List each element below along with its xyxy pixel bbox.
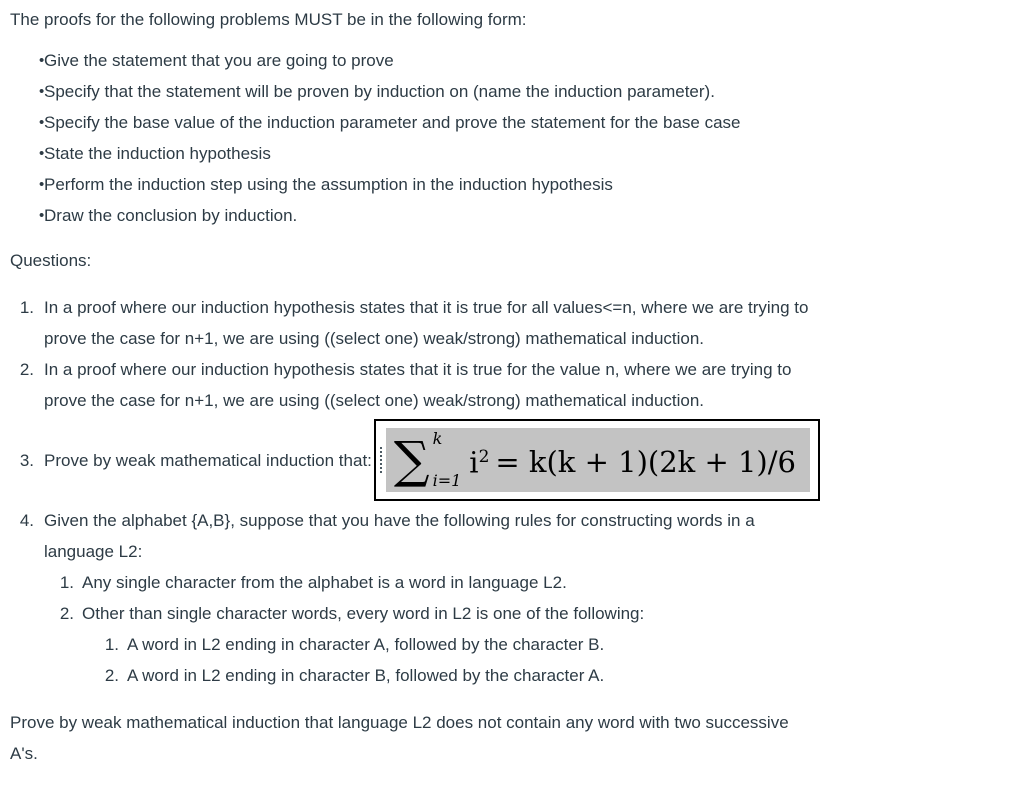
closing-line: A's. xyxy=(10,744,38,763)
rule-cases-list xyxy=(82,629,644,691)
question-text xyxy=(44,505,970,691)
language-rules-list xyxy=(44,567,970,691)
question-text xyxy=(44,354,970,416)
case-text: A word in L2 ending in character A, followed by the character B. xyxy=(127,635,605,654)
step-text: State the induction hypothesis xyxy=(44,144,271,163)
equation-fill xyxy=(386,428,810,492)
list-item xyxy=(10,76,1014,107)
bullet-icon: • xyxy=(39,83,45,100)
rule-number: 1. xyxy=(59,573,74,592)
step-text: Give the statement that you are going to prove xyxy=(44,51,394,70)
list-item xyxy=(10,45,1014,76)
question-number: 4. xyxy=(19,511,34,530)
question-number: 1. xyxy=(19,298,34,317)
question-item-4 xyxy=(10,505,970,691)
bullet-icon: • xyxy=(39,145,45,162)
rule-text-line: Other than single character words, every word in L2 is one of the following: xyxy=(82,604,645,623)
question-item-3 xyxy=(10,419,970,501)
question-text-line: prove the case for n+1, we are using ((select one) weak/strong) mathematical induction. xyxy=(44,391,705,410)
bullet-icon: • xyxy=(39,176,45,193)
question-text-line: In a proof where our induction hypothesis states that it is true for the value n, where we are trying to xyxy=(44,360,792,379)
bullet-icon: • xyxy=(39,207,45,224)
question-text-line: Given the alphabet {A,B}, suppose that you have the following rules for constructing words in a xyxy=(44,511,755,530)
questions-heading: Questions: xyxy=(10,251,92,270)
list-item xyxy=(10,138,1014,169)
question-text xyxy=(44,292,970,354)
intro-paragraph: The proofs for the following problems MUST be in the following form: xyxy=(10,10,527,29)
equation-box[interactable] xyxy=(374,419,820,501)
question-text-line: language L2: xyxy=(44,542,143,561)
summation-symbol: ∑ xyxy=(393,431,430,489)
lower-limit: i=1 xyxy=(432,471,462,490)
bullet-icon: • xyxy=(39,114,45,131)
upper-limit: k xyxy=(432,429,443,448)
step-text: Specify the base value of the induction parameter and prove the statement for the base case xyxy=(44,113,741,132)
case-text: A word in L2 ending in character B, followed by the character A. xyxy=(127,666,605,685)
case-number: 2. xyxy=(104,666,119,685)
summation-limits xyxy=(433,431,462,489)
bullet-icon: • xyxy=(39,52,45,69)
closing-paragraph xyxy=(10,707,1014,769)
question-item-2 xyxy=(10,354,970,416)
question-number: 3. xyxy=(19,450,34,470)
question-number: 2. xyxy=(19,360,34,379)
equation-body xyxy=(469,442,796,479)
list-item xyxy=(10,200,1014,231)
step-text: Specify that the statement will be proven by induction on (name the induction parameter). xyxy=(44,82,715,101)
equation-base: i xyxy=(469,445,479,480)
question-text-line: prove the case for n+1, we are using ((select one) weak/strong) mathematical induction. xyxy=(44,329,705,348)
rule-number: 2. xyxy=(59,604,74,623)
question-text-line: In a proof where our induction hypothesis states that it is true for all values<=n, where we are trying to xyxy=(44,298,809,317)
step-text: Draw the conclusion by induction. xyxy=(44,206,298,225)
rule-item-2 xyxy=(44,598,970,691)
equation-rhs: = k(k + 1)(2k + 1)/6 xyxy=(495,445,796,480)
case-item-1 xyxy=(82,629,644,660)
equation-exponent: 2 xyxy=(478,446,490,467)
rule-text xyxy=(82,598,644,691)
case-number: 1. xyxy=(104,635,119,654)
question-item-1 xyxy=(10,292,970,354)
question-text: Prove by weak mathematical induction that: xyxy=(44,450,372,470)
closing-line: Prove by weak mathematical induction that language L2 does not contain any word with two successive xyxy=(10,713,789,732)
case-item-2 xyxy=(82,660,644,691)
rule-item-1 xyxy=(44,567,970,598)
list-item xyxy=(10,107,1014,138)
questions-list xyxy=(10,292,970,691)
proof-format-steps-list xyxy=(10,45,1014,231)
step-text: Perform the induction step using the assumption in the induction hypothesis xyxy=(44,175,613,194)
rule-text: Any single character from the alphabet is a word in language L2. xyxy=(82,573,567,592)
list-item xyxy=(10,169,1014,200)
text-caret xyxy=(380,447,382,473)
